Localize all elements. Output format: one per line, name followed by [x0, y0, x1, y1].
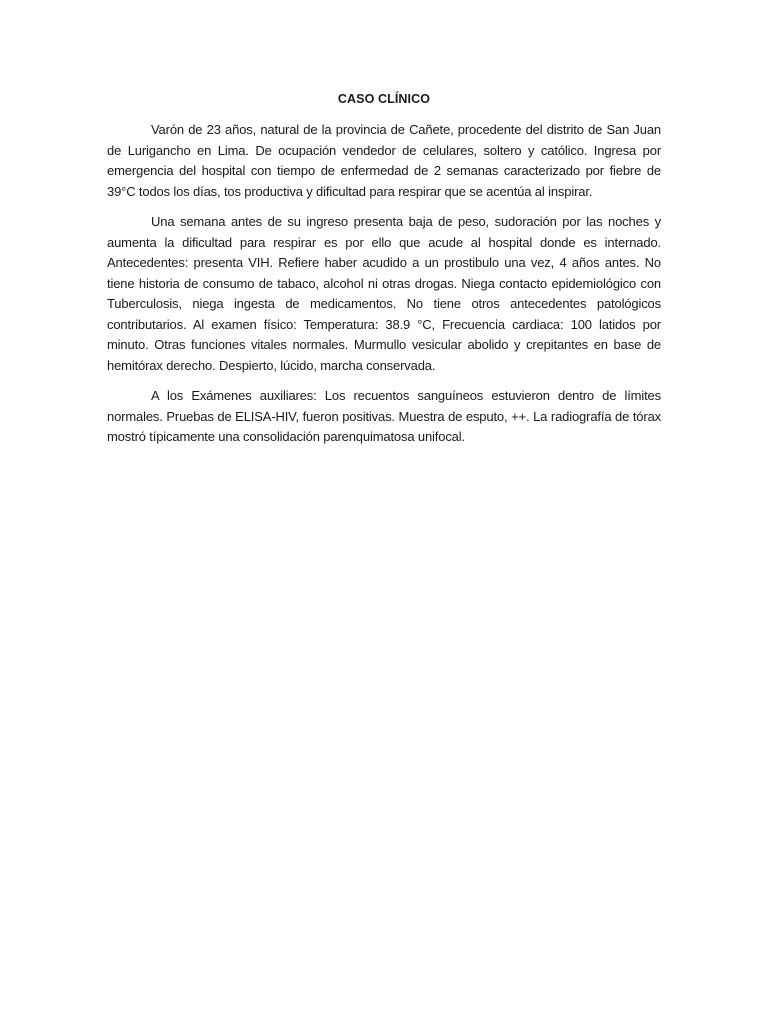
paragraph-auxiliary-exams: A los Exámenes auxiliares: Los recuentos sanguíneos estuvieron dentro de límites normales. Pruebas de ELISA-HIV, fueron positivas. Muestra de esputo, ++. La radiografía de tórax mostró típicamente una consolidación parenquimatosa unifocal.	[107, 388, 661, 444]
document-body	[107, 120, 661, 458]
document-title: CASO CLÍNICO	[337, 92, 431, 106]
paragraph-case-presentation: Varón de 23 años, natural de la provincia de Cañete, procedente del distrito de San Juan de Lurigancho en Lima. De ocupación vendedor de celulares, soltero y católico. Ingresa por emergencia del hospital con tiempo de enfermedad de 2 semanas caracterizado por fiebre de 39°C todos los días, tos productiva y dificultad para respirar que se acentúa al inspirar.	[107, 122, 661, 199]
paragraph-history-and-exam: Una semana antes de su ingreso presenta baja de peso, sudoración por las noches y aumenta la dificultad para respirar es por ello que acude al hospital donde es internado. Antecedentes: presenta VIH. Refiere haber acudido a un prostibulo una vez, 4 años antes. No tiene historia de consumo de tabaco, alcohol ni otras drogas. Niega contacto epidemiológico con Tuberculosis, niega ingesta de medicamentos. No tiene otros antecedentes patológicos contributarios. Al examen físico: Temperatura: 38.9 °C, Frecuencia cardiaca: 100 latidos por minuto. Otras funciones vitales normales. Murmullo vesicular abolido y crepitantes en base de hemitórax derecho. Despierto, lúcido, marcha conservada.	[107, 214, 661, 373]
